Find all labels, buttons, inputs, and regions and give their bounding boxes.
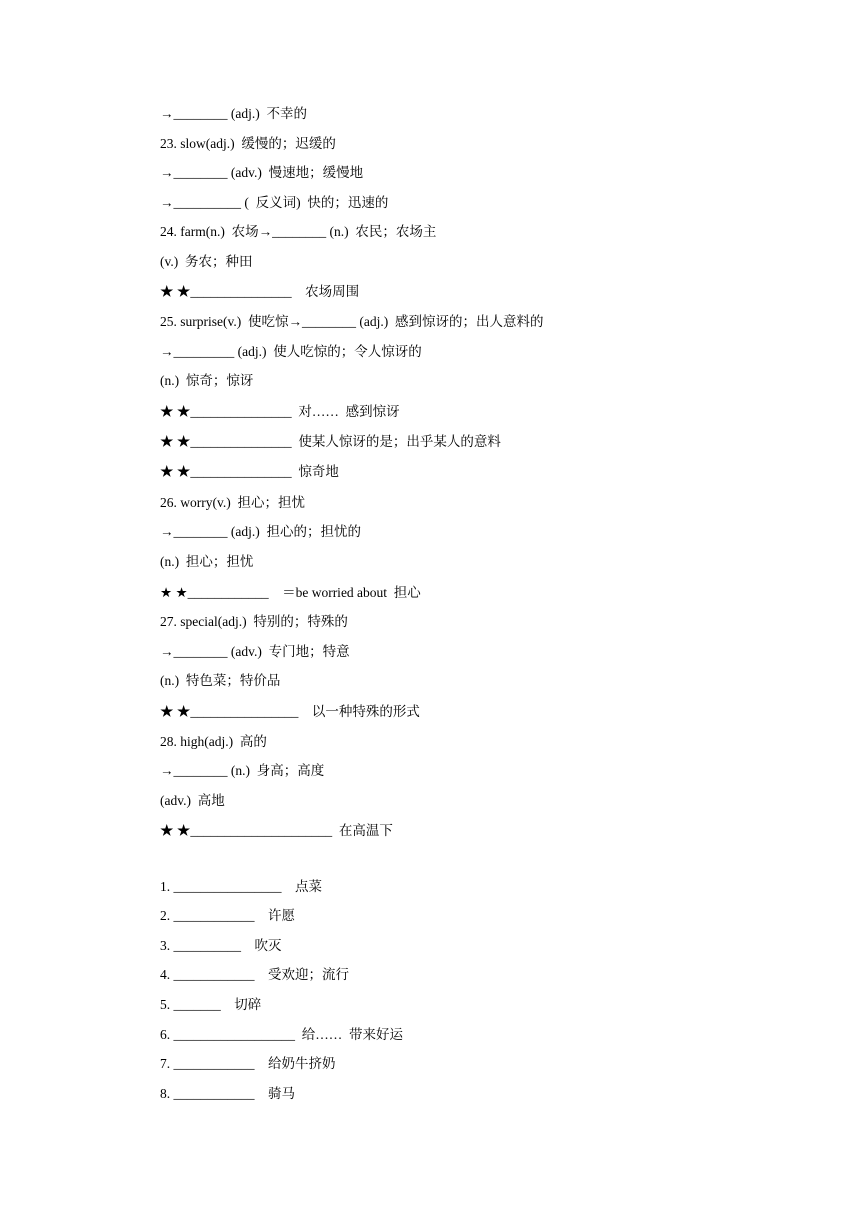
phrase-line: 2. ____________ 许愿	[160, 908, 295, 923]
vocab-line: (n.) 担心；担忧	[160, 554, 254, 569]
phrase-line: 6. __________________ 给…… 带来好运	[160, 1027, 403, 1042]
vocab-line: 25. surprise(v.) 使吃惊→________ (adj.) 感到惊讶的；出人意料的	[160, 314, 544, 329]
vocab-line: (n.) 惊奇；惊讶	[160, 373, 254, 388]
vocab-line: →__________ ( 反义词) 快的；迅速的	[160, 195, 389, 210]
vocab-line: (n.) 特色菜；特价品	[160, 673, 281, 688]
vocab-line: →________ (adv.) 慢速地；缓慢地	[160, 165, 364, 180]
vocab-line: →________ (adj.) 担心的；担忧的	[160, 524, 361, 539]
vocab-line: 28. high(adj.) 高的	[160, 734, 267, 749]
vocab-line: ★ ★_______________ 对…… 感到惊讶	[160, 404, 400, 419]
vocab-line: →________ (adj.) 不幸的	[160, 106, 307, 121]
vocab-line: ★ ★_______________ 农场周围	[160, 284, 360, 299]
vocab-line: ★ ★_______________ 惊奇地	[160, 464, 339, 479]
phrase-line: 8. ____________ 骑马	[160, 1086, 295, 1101]
vocab-line: ★ ★________________ 以一种特殊的形式	[160, 704, 420, 719]
phrase-line: 1. ________________ 点菜	[160, 879, 322, 894]
vocab-line: ★ ★_____________________ 在高温下	[160, 823, 393, 838]
phrase-line: 7. ____________ 给奶牛挤奶	[160, 1056, 336, 1071]
vocab-line: 24. farm(n.) 农场→________ (n.) 农民；农场主	[160, 224, 437, 239]
vocab-line: 26. worry(v.) 担心；担忧	[160, 495, 305, 510]
vocab-line: 27. special(adj.) 特别的；特殊的	[160, 614, 348, 629]
vocab-line: (v.) 务农；种田	[160, 254, 253, 269]
vocab-line: →_________ (adj.) 使人吃惊的；令人惊讶的	[160, 344, 422, 359]
vocab-line: ★ ★____________ ＝be worried about 担心	[160, 585, 421, 600]
vocab-line: →________ (n.) 身高；高度	[160, 763, 325, 778]
vocab-line: (adv.) 高地	[160, 793, 225, 808]
vocab-line: →________ (adv.) 专门地；特意	[160, 644, 350, 659]
vocab-line: 23. slow(adj.) 缓慢的；迟缓的	[160, 136, 336, 151]
phrase-line: 4. ____________ 受欢迎；流行	[160, 967, 349, 982]
vocab-line: ★ ★_______________ 使某人惊讶的是；出乎某人的意料	[160, 434, 501, 449]
phrase-line: 5. _______ 切碎	[160, 997, 262, 1012]
phrase-line: 3. __________ 吹灭	[160, 938, 282, 953]
